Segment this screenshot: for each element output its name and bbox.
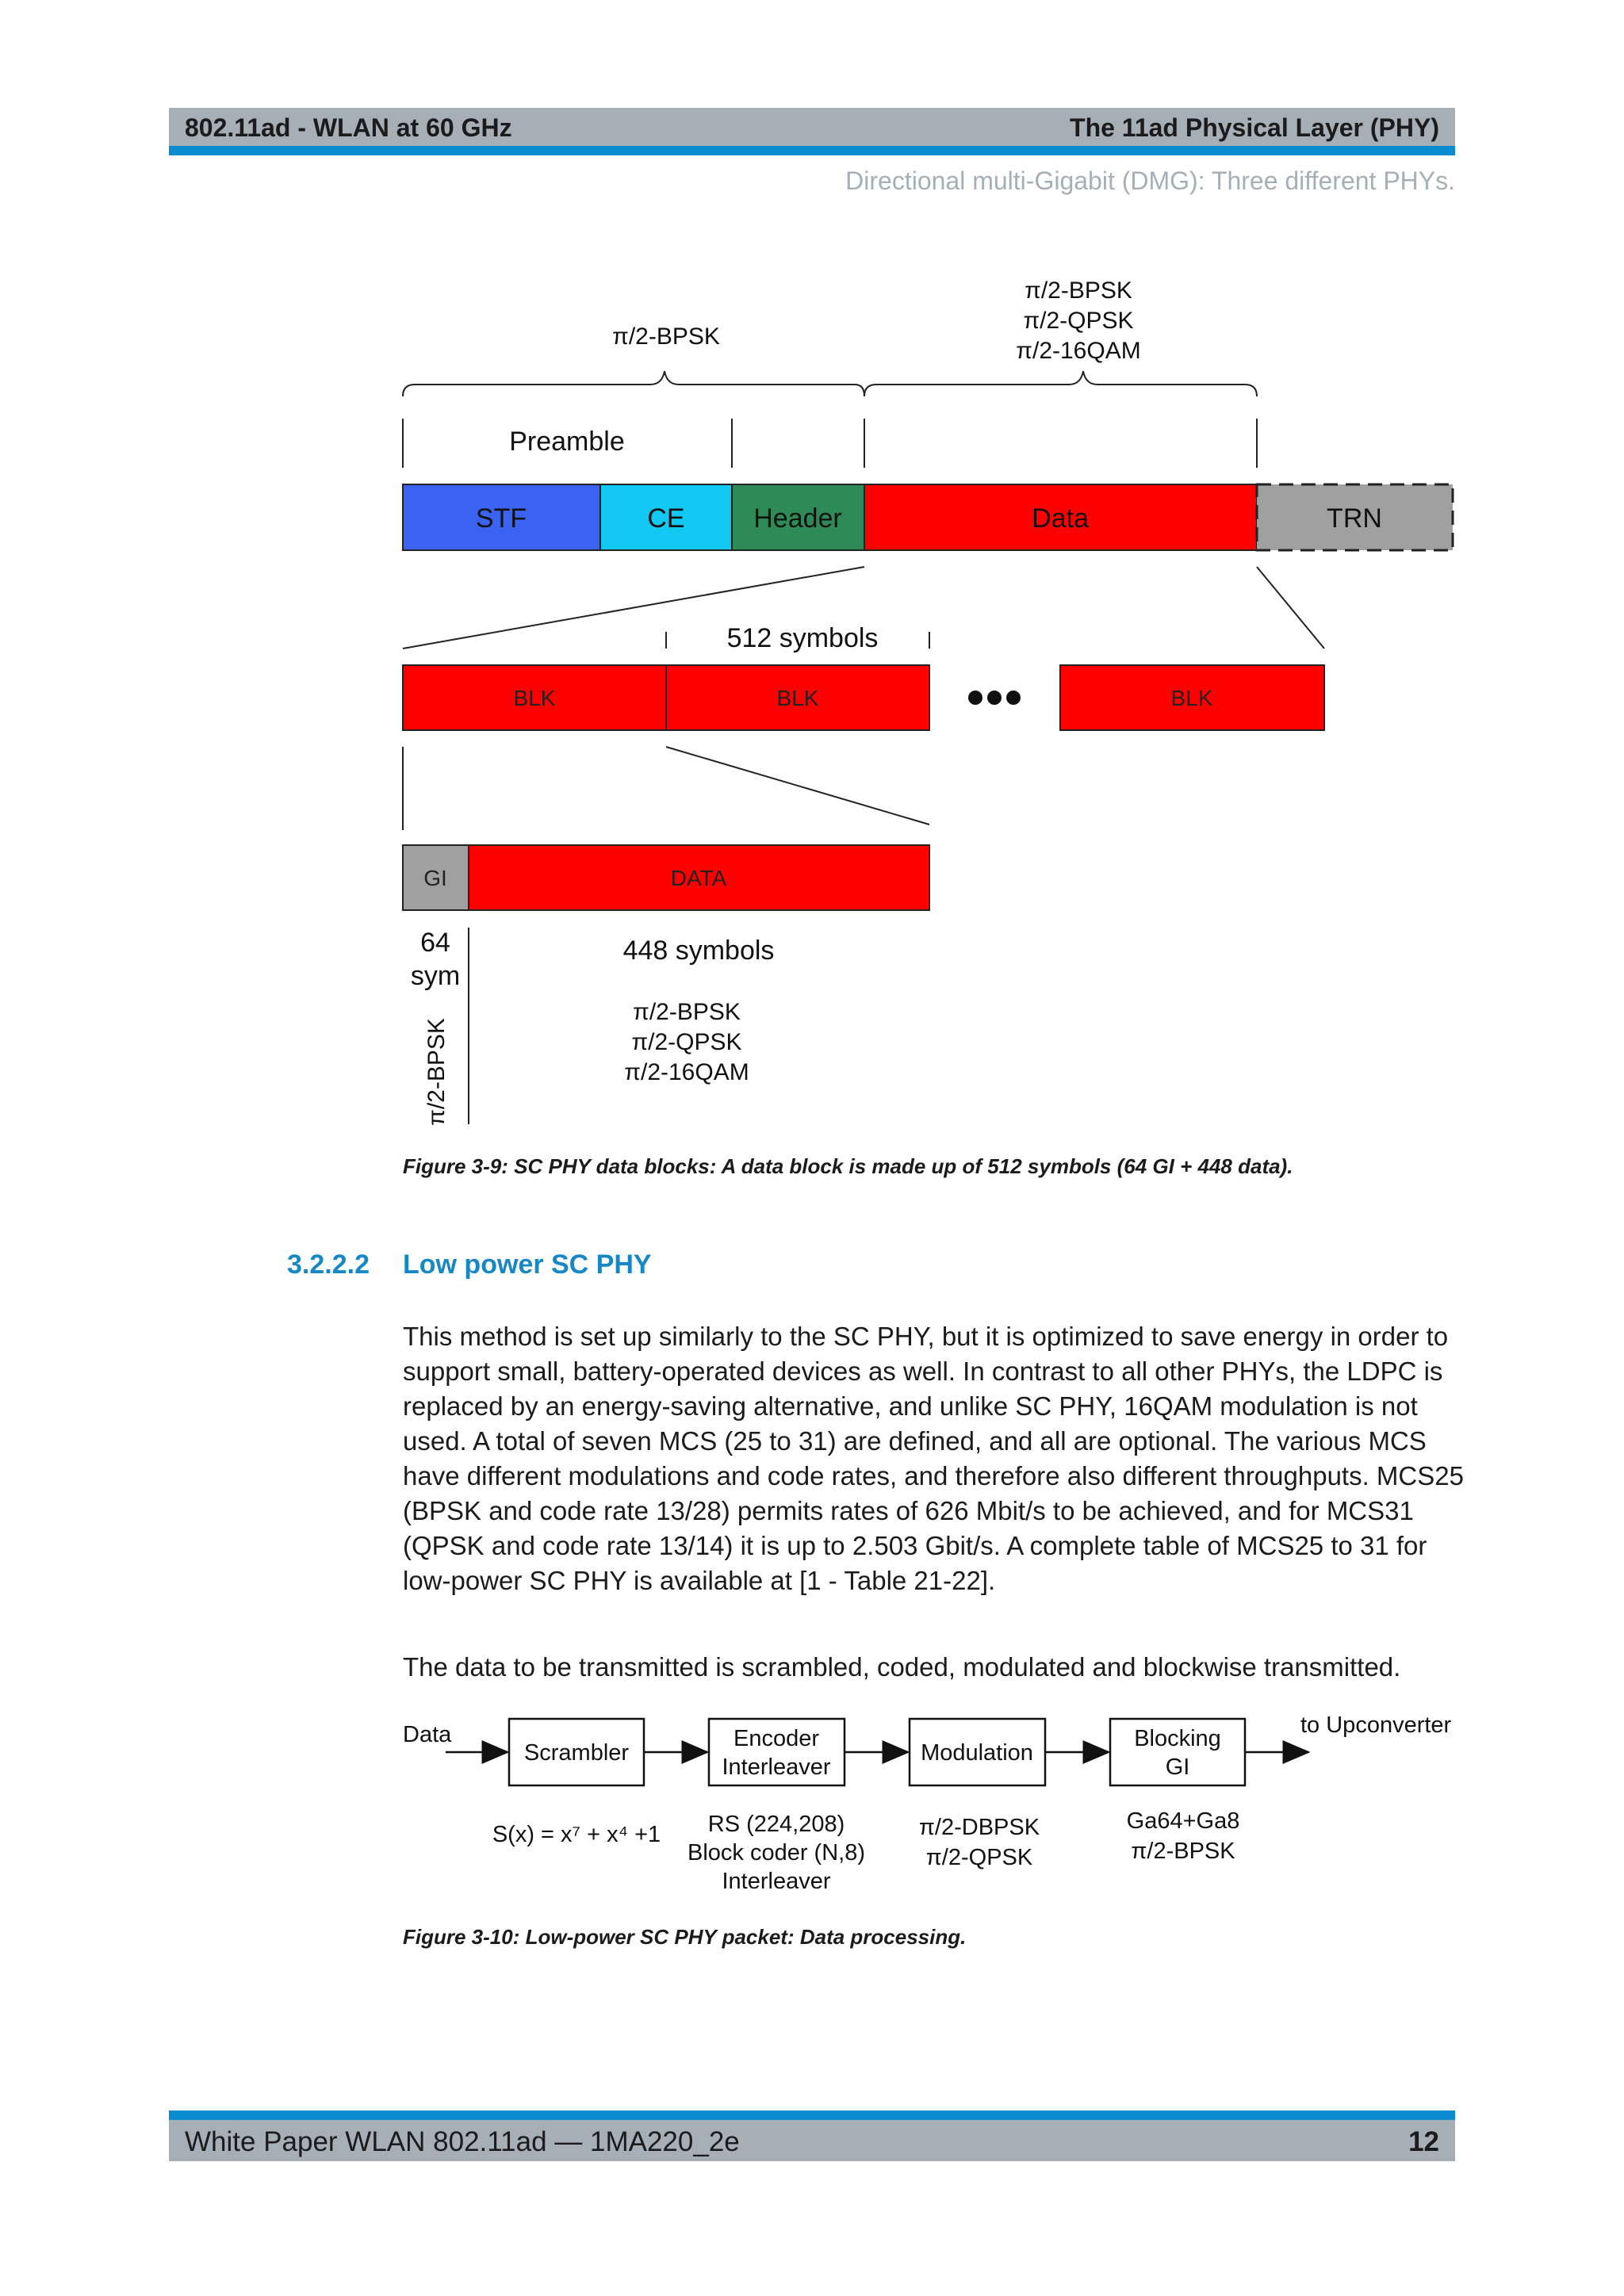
block-note: RS (224,208)	[707, 1812, 845, 1837]
footer-document-title: White Paper WLAN 802.11ad — 1MA220_2e	[185, 2126, 740, 2157]
block-note: Block coder (N,8)	[687, 1840, 866, 1866]
header-left: 802.11ad - WLAN at 60 GHz	[185, 113, 512, 142]
modulation-label-data-1: π/2-QPSK	[1023, 308, 1134, 334]
input-label: Data	[403, 1722, 452, 1747]
data-symbols-label: 448 symbols	[622, 936, 775, 966]
output-label: to Upconverter	[1300, 1712, 1452, 1738]
field-label-stf: STF	[475, 503, 527, 534]
footer-page-number: 12	[1408, 2126, 1439, 2157]
data-modulation-label: π/2-BPSK	[633, 999, 741, 1025]
page-footer	[169, 2120, 1455, 2161]
gi-modulation-label: π/2-BPSK	[423, 1018, 450, 1126]
modulation-label-data-0: π/2-BPSK	[1025, 277, 1132, 304]
field-label-ce: CE	[647, 503, 685, 534]
figure-3-10-caption: Figure 3-10: Low-power SC PHY packet: Data processing.	[403, 1925, 967, 1949]
block-label: GI	[1165, 1755, 1190, 1780]
block-label: Interleaver	[722, 1755, 831, 1780]
header-subtitle: Directional multi-Gigabit (DMG): Three different PHYs.	[845, 166, 1455, 195]
modulation-label-data-2: π/2-16QAM	[1016, 338, 1141, 364]
section-number: 3.2.2.2	[287, 1249, 370, 1280]
gi-symbols-label: 64	[420, 928, 450, 958]
block-note: π/2-DBPSK	[918, 1815, 1040, 1840]
section-title: Low power SC PHY	[403, 1249, 652, 1280]
footer-accent-bar	[169, 2110, 1455, 2120]
block-label: BLK	[513, 686, 556, 710]
paragraph-body: This method is set up similarly to the SC PHY, but it is optimized to save energy in order to support small, battery-operated devices as well. In contrast to all other PHYs, the LDPC is replaced by an energy-saving alternative, and unlike SC PHY, 16QAM modulation is not used. A total of seven MCS (25 to 31) are defined, and all are optional. The various MCS have different modulations and code rates, and therefore also different throughputs. MCS25 (BPSK and code rate 13/28) permits rates of 626 Mbit/s to be achieved, and for MCS31 (QPSK and code rate 13/14) it is up to 2.503 Gbit/s. A complete table of MCS25 to 31 for low-power SC PHY is available at [1 - Table 21-22].	[403, 1322, 1464, 1595]
block-label: Modulation	[921, 1740, 1033, 1766]
block-label: BLK	[1170, 686, 1213, 710]
field-label-header: Header	[753, 503, 842, 534]
paragraph-body: The data to be transmitted is scrambled, coded, modulated and blockwise transmitted.	[403, 1652, 1401, 1682]
preamble-label: Preamble	[509, 427, 625, 457]
block-label: Encoder	[733, 1726, 820, 1751]
block-label: Blocking	[1134, 1726, 1221, 1751]
figure-3-9-caption: Figure 3-9: SC PHY data blocks: A data block is made up of 512 symbols (64 GI + 448 data).	[403, 1154, 1293, 1178]
modulation-label-preamble: π/2-BPSK	[612, 323, 720, 350]
block-label: Scrambler	[523, 1740, 630, 1766]
data-modulation-label: π/2-16QAM	[624, 1059, 749, 1085]
gi-label: GI	[423, 866, 447, 890]
block-note: π/2-BPSK	[1131, 1839, 1235, 1864]
field-label-trn: TRN	[1327, 503, 1382, 534]
block-label: BLK	[776, 686, 819, 710]
block-size-label: 512 symbols	[726, 623, 879, 653]
block-note: Ga64+Ga8	[1126, 1808, 1240, 1834]
block-note: π/2-QPSK	[925, 1845, 1033, 1870]
block-note: S(x) = x⁷ + x⁴ +1	[492, 1822, 661, 1847]
gi-symbols-label: sym	[410, 961, 461, 991]
field-label-data: Data	[1032, 503, 1089, 534]
data-modulation-label: π/2-QPSK	[631, 1029, 742, 1055]
block-note: Interleaver	[722, 1869, 831, 1894]
data-label: DATA	[670, 866, 727, 890]
header-right: The 11ad Physical Layer (PHY)	[1070, 113, 1439, 142]
